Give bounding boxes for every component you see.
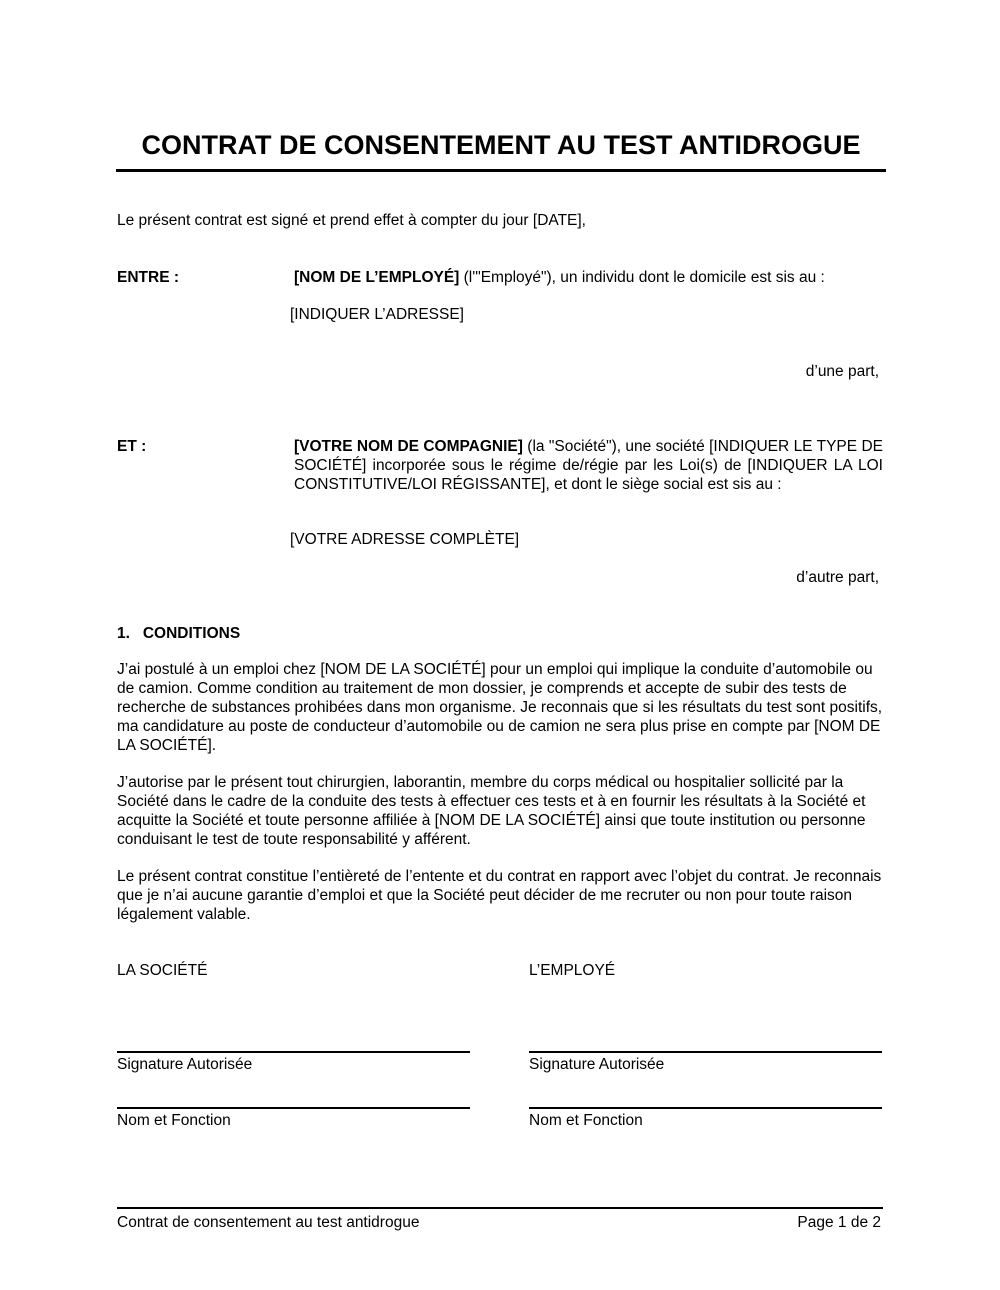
party2-label: ET : [117, 438, 147, 455]
signature-employee-heading: L’EMPLOYÉ [529, 962, 616, 979]
footer-title: Contrat de consentement au test antidrogue [117, 1214, 420, 1231]
company-name-label: Nom et Fonction [117, 1112, 231, 1129]
employee-name-label: Nom et Fonction [529, 1112, 643, 1129]
party2-description: (la "Société"), une société [INDIQUER LE TYPE DE SOCIÉTÉ] incorporée sous le régime de/régie par les Loi(s) de [INDIQUER LA LOI CONSTITUTIVE/LOI RÉGISSANTE], et dont le siège social est sis au : [294, 438, 883, 493]
party1-closing: d’une part, [805, 363, 879, 380]
company-signature-label: Signature Autorisée [117, 1056, 253, 1073]
signature-company-heading: LA SOCIÉTÉ [117, 962, 208, 979]
section1-paragraph-3: Le présent contrat constitue l’entièreté de l’entente et du contrat en rapport avec l’objet du contrat. Je reconnais que je n’ai aucune garantie d’emploi et que la Société peut décider de me recruter ou non pour toute raison légalement valable. [117, 868, 882, 923]
intro-text: Le présent contrat est signé et prend effet à compter du jour [DATE], [117, 212, 586, 229]
party1-label: ENTRE : [117, 269, 179, 286]
party2-closing: d’autre part, [796, 569, 879, 586]
party2-address: [VOTRE ADRESSE COMPLÈTE] [290, 531, 520, 548]
party1-description: (l'"Employé"), un individu dont le domicile est sis au : [459, 269, 825, 286]
section1-heading: 1. CONDITIONS [117, 625, 241, 642]
title-divider [116, 169, 886, 172]
party1-text [294, 268, 884, 287]
employee-signature-line [529, 1051, 882, 1053]
party1-name: [NOM DE L’EMPLOYÉ] [294, 269, 460, 286]
employee-name-line [529, 1107, 882, 1109]
section1-paragraph-2: J’autorise par le présent tout chirurgien, laborantin, membre du corps médical ou hospitalier sollicité par la Société dans le cadre de la conduite des tests à effectuer ces tests et à en fournir les résultats à la Société et acquitte la Société et toute personne affiliée à [NOM DE LA SOCIÉTÉ] ainsi que toute institution ou personne conduisant le test de toute responsabilité y afférent. [117, 774, 866, 848]
page-number: Page 1 de 2 [797, 1214, 881, 1231]
section1-paragraph-1: J’ai postulé à un emploi chez [NOM DE LA SOCIÉTÉ] pour un emploi qui implique la conduite d’automobile ou de camion. Comme condition au traitement de mon dossier, je comprends et accepte de subir des tests de recherche de substances prohibées dans mon organisme. Je reconnais que si les résultats du test sont positifs, ma candidature au poste de conducteur d’automobile ou de camion ne sera plus prise en compte par [NOM DE LA SOCIÉTÉ]. [117, 661, 883, 754]
company-name-line [117, 1107, 470, 1109]
party2-text [294, 437, 883, 494]
employee-signature-label: Signature Autorisée [529, 1056, 665, 1073]
party2-name: [VOTRE NOM DE COMPAGNIE] [294, 438, 523, 455]
company-signature-line [117, 1051, 470, 1053]
document-title: CONTRAT DE CONSENTEMENT AU TEST ANTIDROGUE [141, 130, 861, 160]
footer-divider [117, 1207, 883, 1209]
party1-address: [INDIQUER L’ADRESSE] [290, 306, 464, 323]
